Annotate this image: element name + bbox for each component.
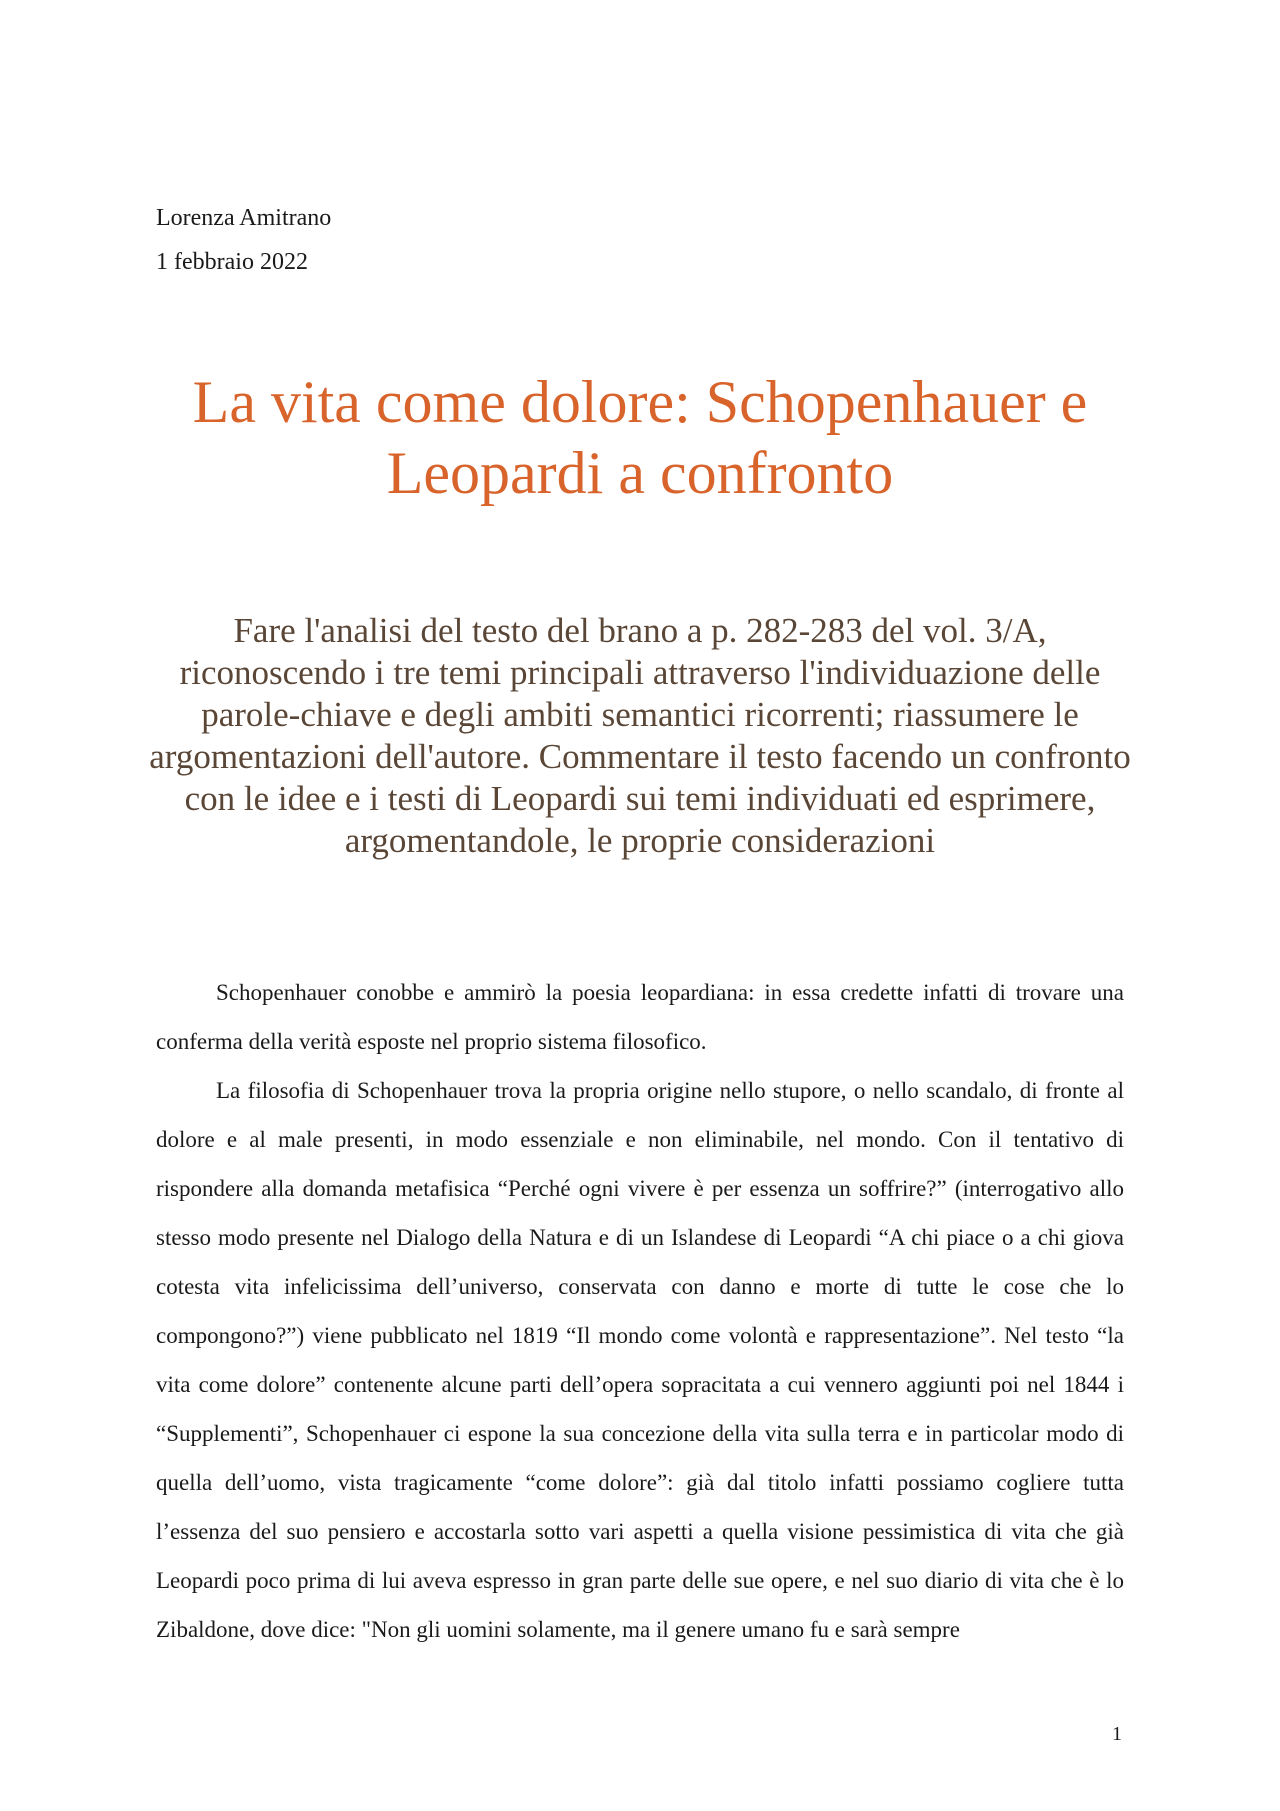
document-subtitle: Fare l'analisi del testo del brano a p. 282-283 del vol. 3/A, riconoscendo i tre temi principali attraverso l'individuazione delle parole-chiave e degli ambiti semantici ricorrenti; riassumere le argomentazioni dell'autore. Commentare il testo facendo un confronto con le idee e i testi di Leopardi sui temi individuati ed esprimere, argomentandole, le proprie considerazioni: [149, 611, 1131, 860]
body-paragraph: Schopenhauer conobbe e ammirò la poesia leopardiana: in essa credette infatti di trovare una conferma della verità esposte nel proprio sistema filosofico.: [156, 980, 1124, 1054]
header-block: [156, 196, 331, 284]
body-paragraph: La filosofia di Schopenhauer trova la propria origine nello stupore, o nello scandalo, di fronte al dolore e al male presenti, in modo essenziale e non eliminabile, nel mondo. Con il tentativo di rispondere alla domanda metafisica “Perché ogni vivere è per essenza un soffrire?” (interrogativo allo stesso modo presente nel Dialogo della Natura e di un Islandese di Leopardi “A chi piace o a chi giova cotesta vita infelicissima dell’universo, conservata con danno e morte di tutte le cose che lo compongono?”) viene pubblicato nel 1819 “Il mondo come volontà e rappresentazione”. Nel testo “la vita come dolore” contenente alcune parti dell’opera sopracitata a cui vennero aggiunti poi nel 1844 i “Supplementi”, Schopenhauer ci espone la sua concezione della vita sulla terra e in particolar modo di quella dell’uomo, vista tragicamente “come dolore”: già dal titolo infatti possiamo cogliere tutta l’essenza del suo pensiero e accostarla sotto vari aspetti a quella visione pessimistica di vita che già Leopardi poco prima di lui aveva espresso in gran parte delle sue opere, e nel suo diario di vita che è lo Zibaldone, dove dice: "Non gli uomini solamente, ma il genere umano fu e sarà sempre: [156, 1078, 1124, 1642]
document-title: La vita come dolore: Schopenhauer e Leopardi a confronto: [192, 369, 1088, 506]
author-name: Lorenza Amitrano: [156, 205, 332, 231]
document-date: 1 febbraio 2022: [156, 249, 308, 275]
page-number: 1: [1112, 1723, 1122, 1745]
document-body: [156, 968, 1124, 1654]
